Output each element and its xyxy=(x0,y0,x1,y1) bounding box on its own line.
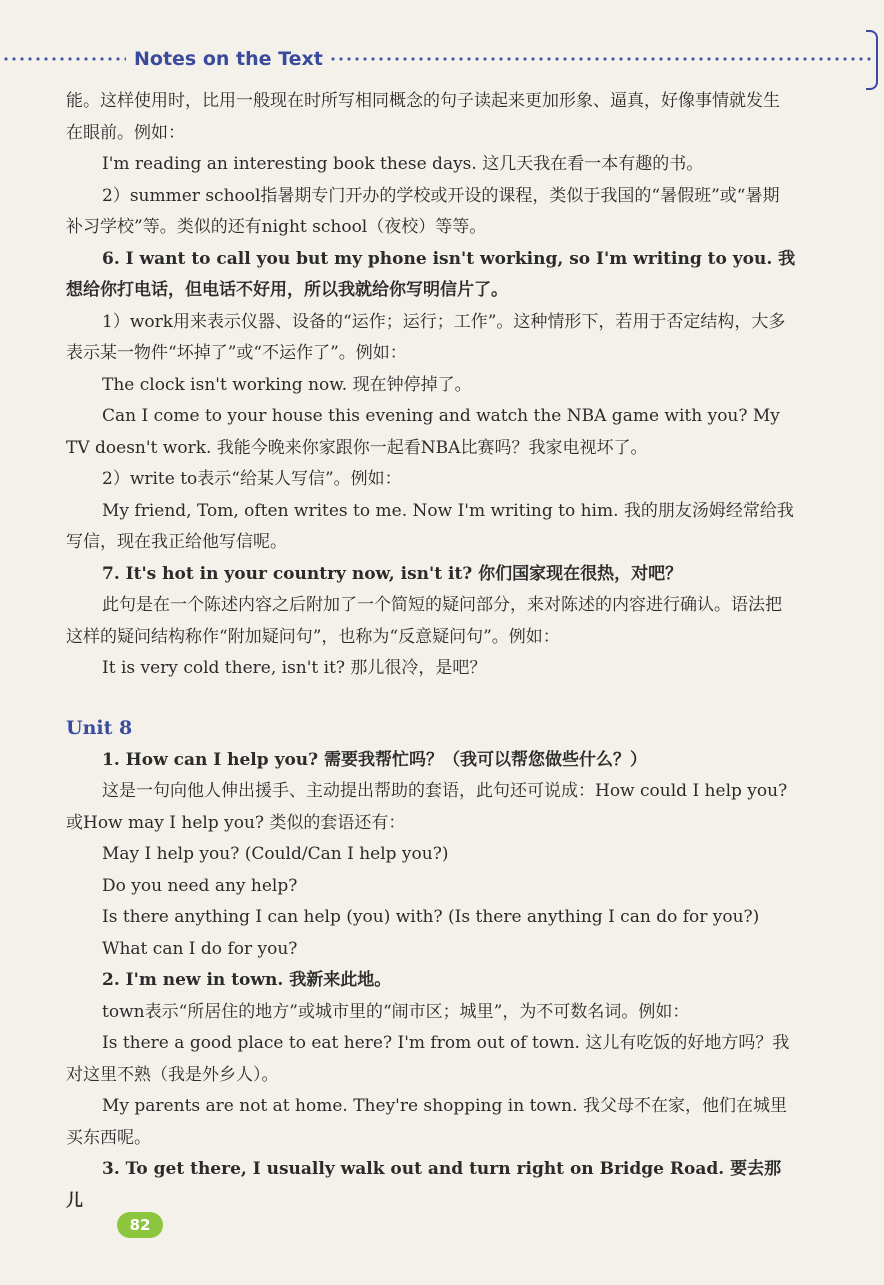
page-body xyxy=(66,86,796,1217)
note-heading-6: 6. I want to call you but my phone isn't working, so I'm writing to you. 我想给你打电话，但电话不好用，所以我就给你写明信片了。 xyxy=(66,248,796,300)
example-sentence: It is very cold there, isn't it? 那儿很冷，是吧？ xyxy=(102,658,487,678)
note-heading-1: 1. How can I help you? 需要我帮忙吗？（我可以帮您做些什么？） xyxy=(102,749,648,770)
paragraph: 这是一句向他人伸出援手、主动提出帮助的套语，此句还可说成：How could I help you? 或How may I help you? 类似的套语还有： xyxy=(66,781,788,833)
example-sentence: What can I do for you? xyxy=(102,938,298,959)
paragraph: town表示“所居住的地方”或城市里的“闹市区；城里”，为不可数名词。例如： xyxy=(102,1001,690,1022)
page-number-badge: 82 xyxy=(117,1212,163,1238)
running-header xyxy=(0,44,884,74)
note-heading-7: 7. It's hot in your country now, isn't it? 你们国家现在很热，对吧？ xyxy=(102,563,683,584)
page-edge-bracket xyxy=(866,30,878,90)
paragraph: 2）write to表示“给某人写信”。例如： xyxy=(102,469,402,489)
dotted-rule-right xyxy=(329,57,874,61)
unit-heading: Unit 8 xyxy=(66,716,133,739)
header-title: Notes on the Text xyxy=(134,48,323,70)
note-heading-3: 3. To get there, I usually walk out and turn right on Bridge Road. 要去那儿 xyxy=(66,1159,782,1211)
example-sentence: Do you need any help? xyxy=(102,875,298,896)
example-sentence: May I help you? (Could/Can I help you?) xyxy=(102,844,449,864)
dotted-rule-left xyxy=(2,57,126,61)
example-sentence: My parents are not at home. They're shopping in town. 我父母不在家，他们在城里买东西呢。 xyxy=(66,1096,787,1148)
example-sentence: My friend, Tom, often writes to me. Now I'm writing to him. 我的朋友汤姆经常给我写信，现在我正给他写信呢。 xyxy=(66,500,794,552)
example-sentence: I'm reading an interesting book these days. 这几天我在看一本有趣的书。 xyxy=(102,154,704,174)
paragraph: 能。这样使用时，比用一般现在时所写相同概念的句子读起来更加形象、逼真，好像事情就发生在眼前。例如： xyxy=(66,91,780,143)
example-sentence: Can I come to your house this evening and watch the NBA game with you? My TV doesn't work. 我能今晚来你家跟你一起看NBA比赛吗？我家电视坏了。 xyxy=(66,406,780,458)
example-sentence: The clock isn't working now. 现在钟停掉了。 xyxy=(102,374,472,395)
paragraph: 此句是在一个陈述内容之后附加了一个简短的疑问部分，来对陈述的内容进行确认。语法把这样的疑问结构称作“附加疑问句”，也称为“反意疑问句”。例如： xyxy=(66,595,782,647)
example-sentence: Is there a good place to eat here? I'm from out of town. 这儿有吃饭的好地方吗？我对这里不熟（我是外乡人）。 xyxy=(66,1033,790,1085)
note-heading-2: 2. I'm new in town. 我新来此地。 xyxy=(102,970,392,990)
example-sentence: Is there anything I can help (you) with? (Is there anything I can do for you?) xyxy=(102,907,760,927)
paragraph: 2）summer school指暑期专门开办的学校或开设的课程，类似于我国的“暑假班”或“暑期补习学校”等。类似的还有night school（夜校）等等。 xyxy=(66,185,780,237)
paragraph: 1）work用来表示仪器、设备的“运作；运行；工作”。这种情形下，若用于否定结构，大多表示某一物件“坏掉了”或“不运作了”。例如： xyxy=(66,311,786,363)
